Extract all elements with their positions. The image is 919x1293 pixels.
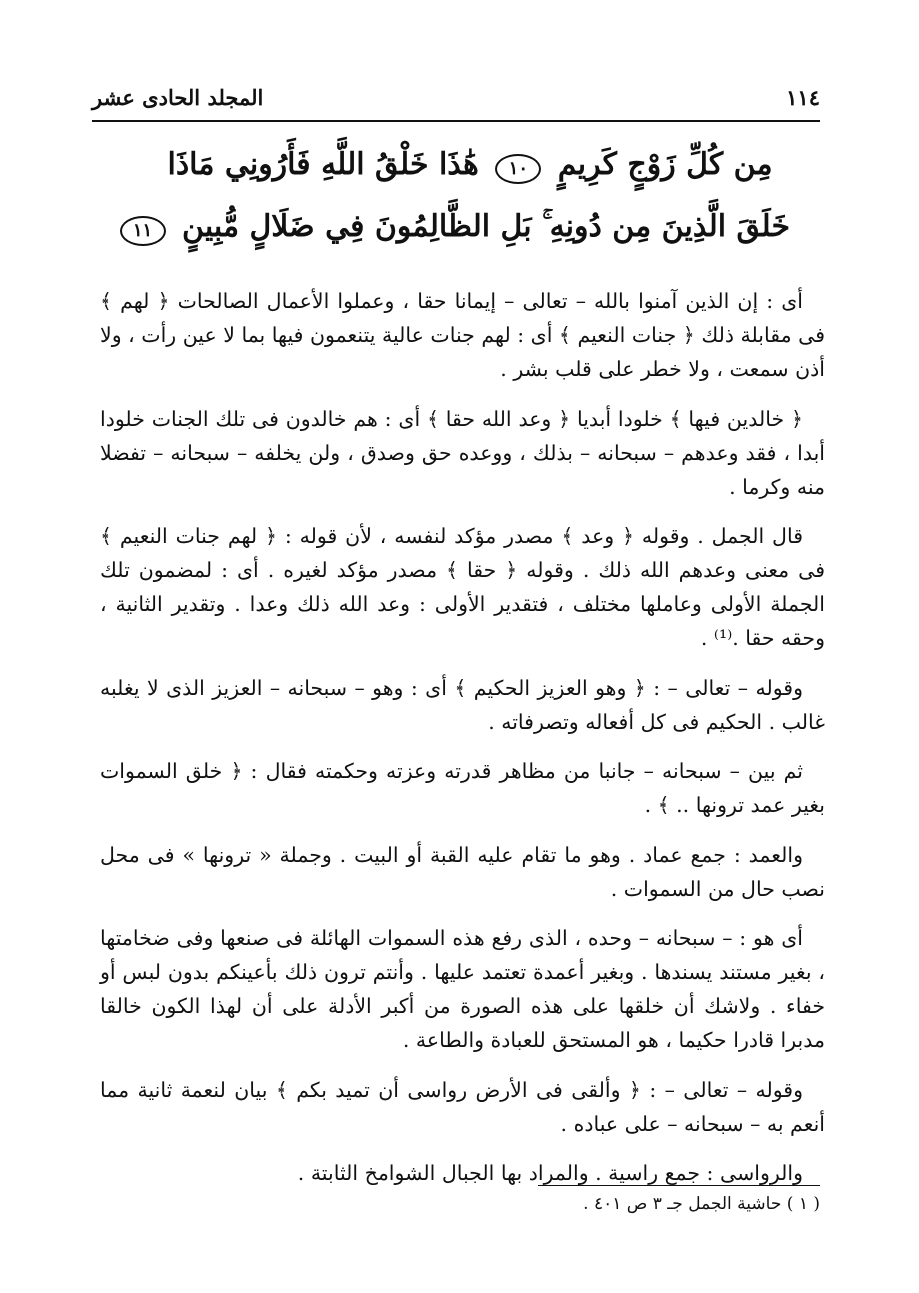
paragraph: والعمد : جمع عماد . وهو ما تقام عليه القبة أو البيت . وجملة « ترونها » فى محل نصب حال من السموات . [100, 842, 825, 901]
footnote-rule [538, 1185, 820, 1186]
footnote: ( ١ ) حاشية الجمل جـ ٣ ص ٤٠١ . [583, 1194, 820, 1214]
paragraph: أى هو : – سبحانه – وحده ، الذى رفع هذه السموات الهائلة فى صنعها وفى ضخامتها ، بغير مستند يسندها . وبغير أعمدة تعتمد عليها . وأنتم ترون ذلك بأعينكم بدون لبس أو خفاء . ولاشك أن خلقها على هذه الصورة من أكبر الأدلة على أن لهذا الكون خالقا مدبرا قادرا حكيما ، هو المستحق للعبادة والطاعة . [100, 926, 825, 1052]
verse-text-1b: هَٰذَا خَلْقُ اللَّهِ فَأَرُونِي مَاذَا [167, 147, 479, 182]
page-header [92, 82, 820, 112]
header-rule [92, 120, 820, 122]
paragraph: وقوله – تعالى – : ﴿ وألقى فى الأرض رواسى أن تميد بكم ﴾ بيان لنعمة ثانية مما أنعم به – سبحانه – على عباده . [100, 1077, 825, 1136]
verse-text-2: خَلَقَ الَّذِينَ مِن دُونِهِ ۚ بَلِ الظَّالِمُونَ فِي ضَلَالٍ مُّبِينٍ [182, 209, 790, 244]
page-number: ١١٤ [786, 84, 820, 110]
verse-text-1a: مِن كُلِّ زَوْجٍ كَرِيمٍ [557, 147, 773, 182]
verse-line-2 [132, 196, 790, 258]
paragraph: وقوله – تعالى – : ﴿ وهو العزيز الحكيم ﴾ أى : وهو – سبحانه – العزيز الذى لا يغلبه غالب . الحكيم فى كل أفعاله وتصرفاته . [100, 675, 825, 734]
verse-number-10: ١٠ [495, 154, 541, 184]
verse-line-1 [150, 134, 790, 196]
volume-title: المجلد الحادى عشر [92, 84, 264, 110]
paragraph: ﴿ خالدين فيها ﴾ خلودا أبديا ﴿ وعد الله حقا ﴾ أى : هم خالدون فى تلك الجنات خلودا أبدا ، فقد وعدهم – سبحانه – بذلك ، ووعده حق وصدق ، ولن يخلفه – سبحانه – تفضلا منه وكرما . [100, 406, 825, 499]
paragraph: والرواسى : جمع راسية . والمراد بها الجبال الشوامخ الثابتة . [297, 1161, 803, 1185]
verse-number-11: ١١ [120, 216, 166, 246]
quran-verses [132, 134, 790, 258]
commentary-body [100, 284, 825, 1206]
paragraph: ثم بين – سبحانه – جانبا من مظاهر قدرته وعزته وحكمته فقال : ﴿ خلق السموات بغير عمد ترونها .. ﴾ . [100, 759, 825, 817]
paragraph: قال الجمل . وقوله ﴿ وعد ﴾ مصدر مؤكد لنفسه ، لأن قوله : ﴿ لهم جنات النعيم ﴾ فى معنى وعدهم الله ذلك . وقوله ﴿ حقا ﴾ مصدر مؤكد لغيره . أى : لمضمون تلك الجملة الأولى وعاملها مختلف ، فتقدير الأولى : وعد الله ذلك وعدا . وتقدير الثانية ، وحقه حقا .⁽¹⁾ . [100, 524, 825, 650]
paragraph: أى : إن الذين آمنوا بالله – تعالى – إيمانا حقا ، وعملوا الأعمال الصالحات ﴿ لهم ﴾ فى مقابلة ذلك ﴿ جنات النعيم ﴾ أى : لهم جنات عالية يتنعمون فيها بما لا عين رأت ، ولا أذن سمعت ، ولا خطر على قلب بشر . [100, 289, 825, 381]
